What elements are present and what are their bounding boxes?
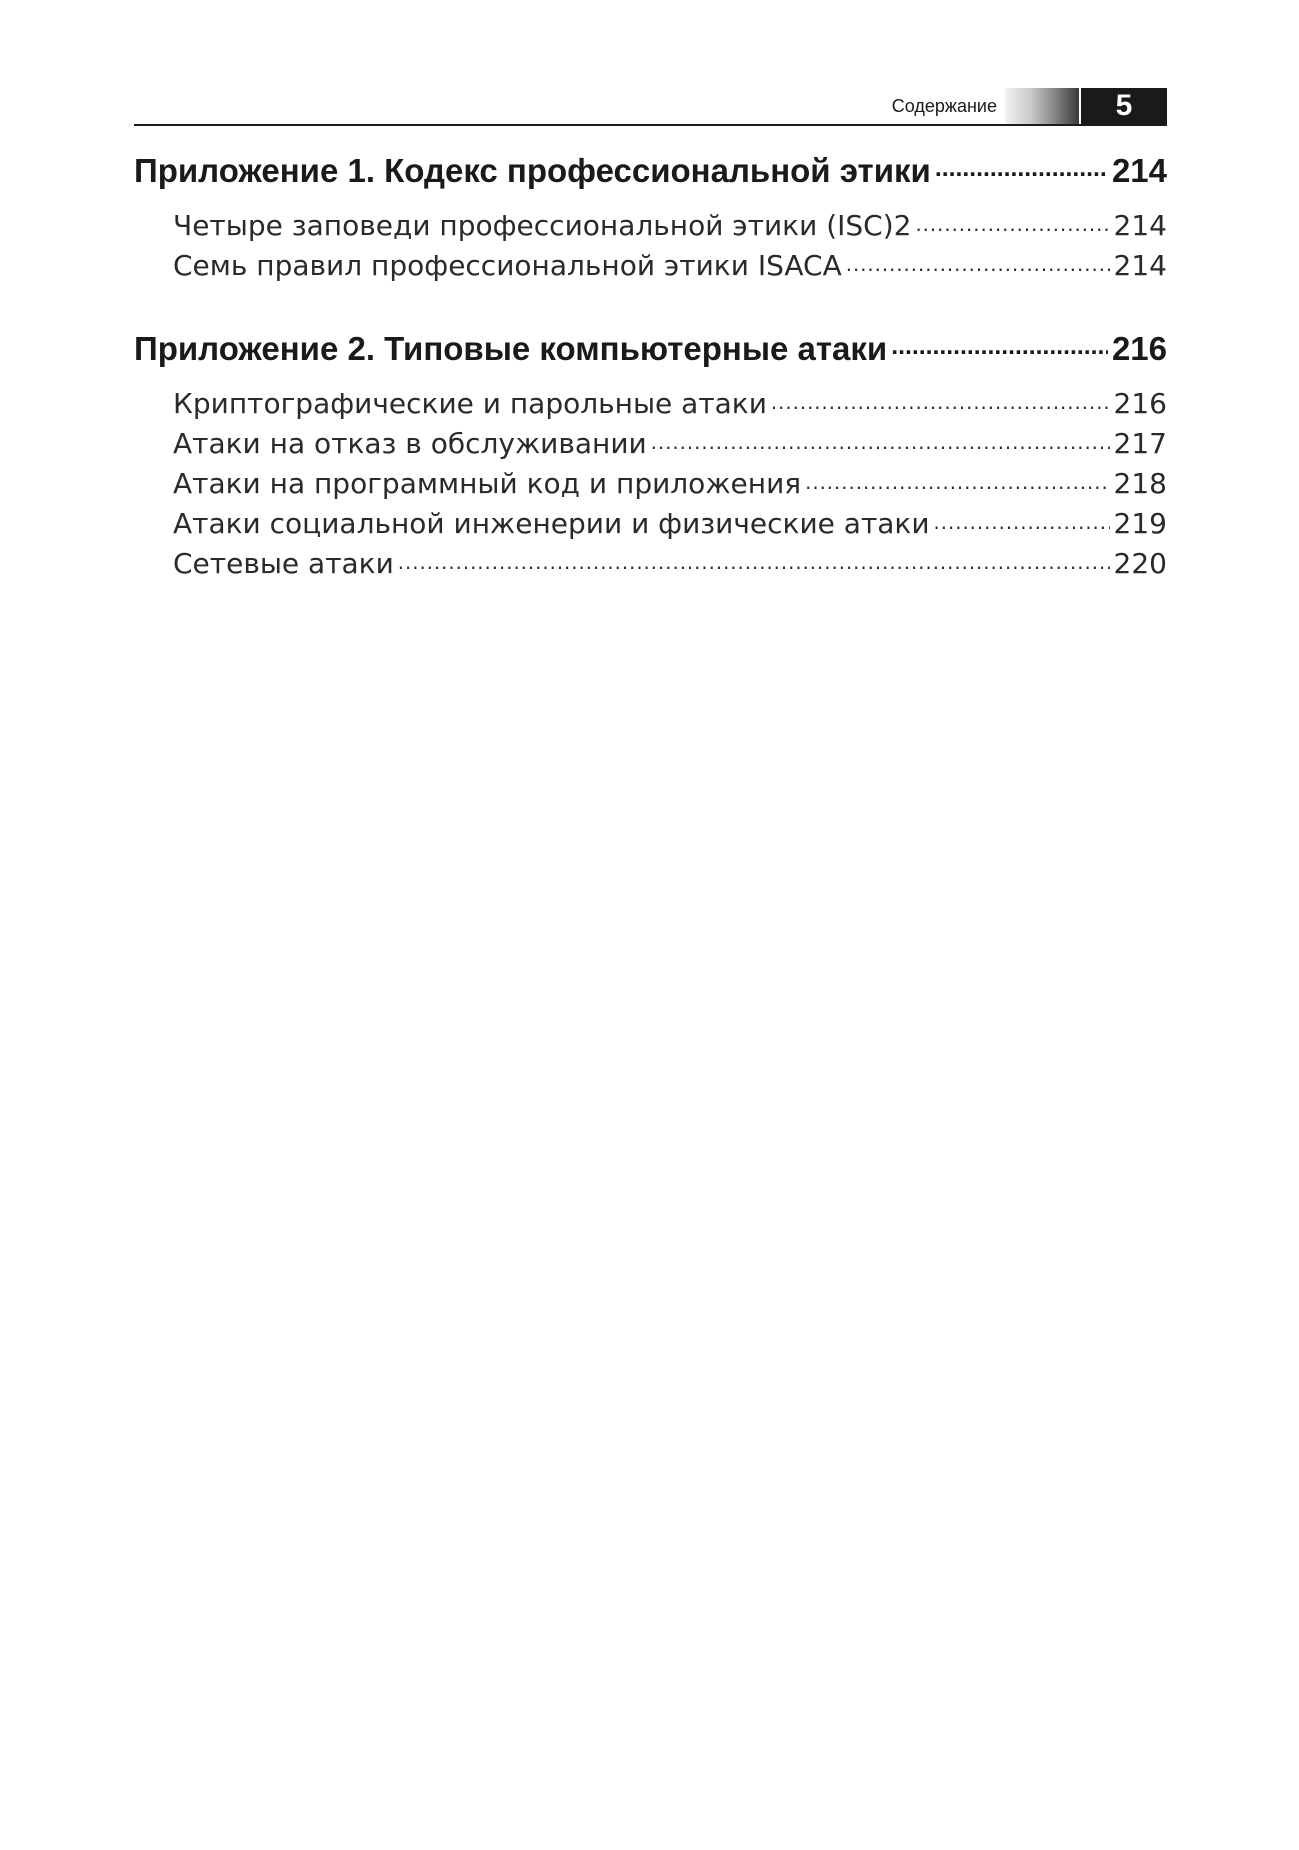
toc-dot-leader <box>771 385 1110 413</box>
toc-chapter-title: Приложение 1. Кодекс профессиональной этики <box>134 152 931 189</box>
header-page-number: 5 <box>1081 88 1167 124</box>
toc-entry-page: 214 <box>1113 209 1167 242</box>
toc-chapter-page: 216 <box>1111 330 1167 367</box>
toc-entry-page: 216 <box>1113 387 1167 420</box>
toc-chapter-block <box>134 148 1167 286</box>
toc-entry[interactable] <box>134 544 1167 584</box>
toc-entry-title: Сетевые атаки <box>173 547 394 580</box>
header-section-title: Содержание <box>891 96 997 116</box>
toc-dot-leader <box>651 425 1110 453</box>
toc-entry-title: Атаки социальной инженерии и физические атаки <box>173 507 930 540</box>
toc-dot-leader <box>846 247 1110 275</box>
toc-chapter[interactable] <box>134 148 1167 194</box>
running-header <box>134 88 1167 126</box>
header-gradient-bar <box>1005 88 1079 124</box>
toc-entry-title: Семь правил профессиональной этики ISACA <box>173 249 842 282</box>
toc-chapter-title: Приложение 2. Типовые компьютерные атаки <box>134 330 888 367</box>
toc-entry[interactable] <box>134 246 1167 286</box>
toc-entry-page: 217 <box>1113 427 1167 460</box>
toc-entry-page: 214 <box>1113 249 1167 282</box>
table-of-contents <box>134 148 1167 614</box>
toc-dot-leader <box>805 465 1109 493</box>
toc-entry[interactable] <box>134 504 1167 544</box>
toc-entry-page: 218 <box>1113 467 1167 500</box>
toc-dot-leader <box>891 327 1108 360</box>
toc-entry[interactable] <box>134 424 1167 464</box>
toc-chapter[interactable] <box>134 326 1167 372</box>
toc-entry-page: 219 <box>1113 507 1167 540</box>
toc-dot-leader <box>398 545 1110 573</box>
toc-entry-page: 220 <box>1113 547 1167 580</box>
toc-entry-title: Криптографические и парольные атаки <box>173 387 767 420</box>
toc-dot-leader <box>935 149 1108 182</box>
toc-dot-leader <box>915 207 1109 235</box>
toc-entry-title: Атаки на отказ в обслуживании <box>173 427 647 460</box>
toc-entry-title: Атаки на программный код и приложения <box>173 467 802 500</box>
toc-entry[interactable] <box>134 384 1167 424</box>
toc-chapter-block <box>134 326 1167 584</box>
toc-chapter-page: 214 <box>1111 152 1167 189</box>
toc-dot-leader <box>934 505 1110 533</box>
toc-entry[interactable] <box>134 206 1167 246</box>
toc-entry[interactable] <box>134 464 1167 504</box>
toc-entry-title: Четыре заповеди профессиональной этики (ISC)2 <box>173 209 912 242</box>
